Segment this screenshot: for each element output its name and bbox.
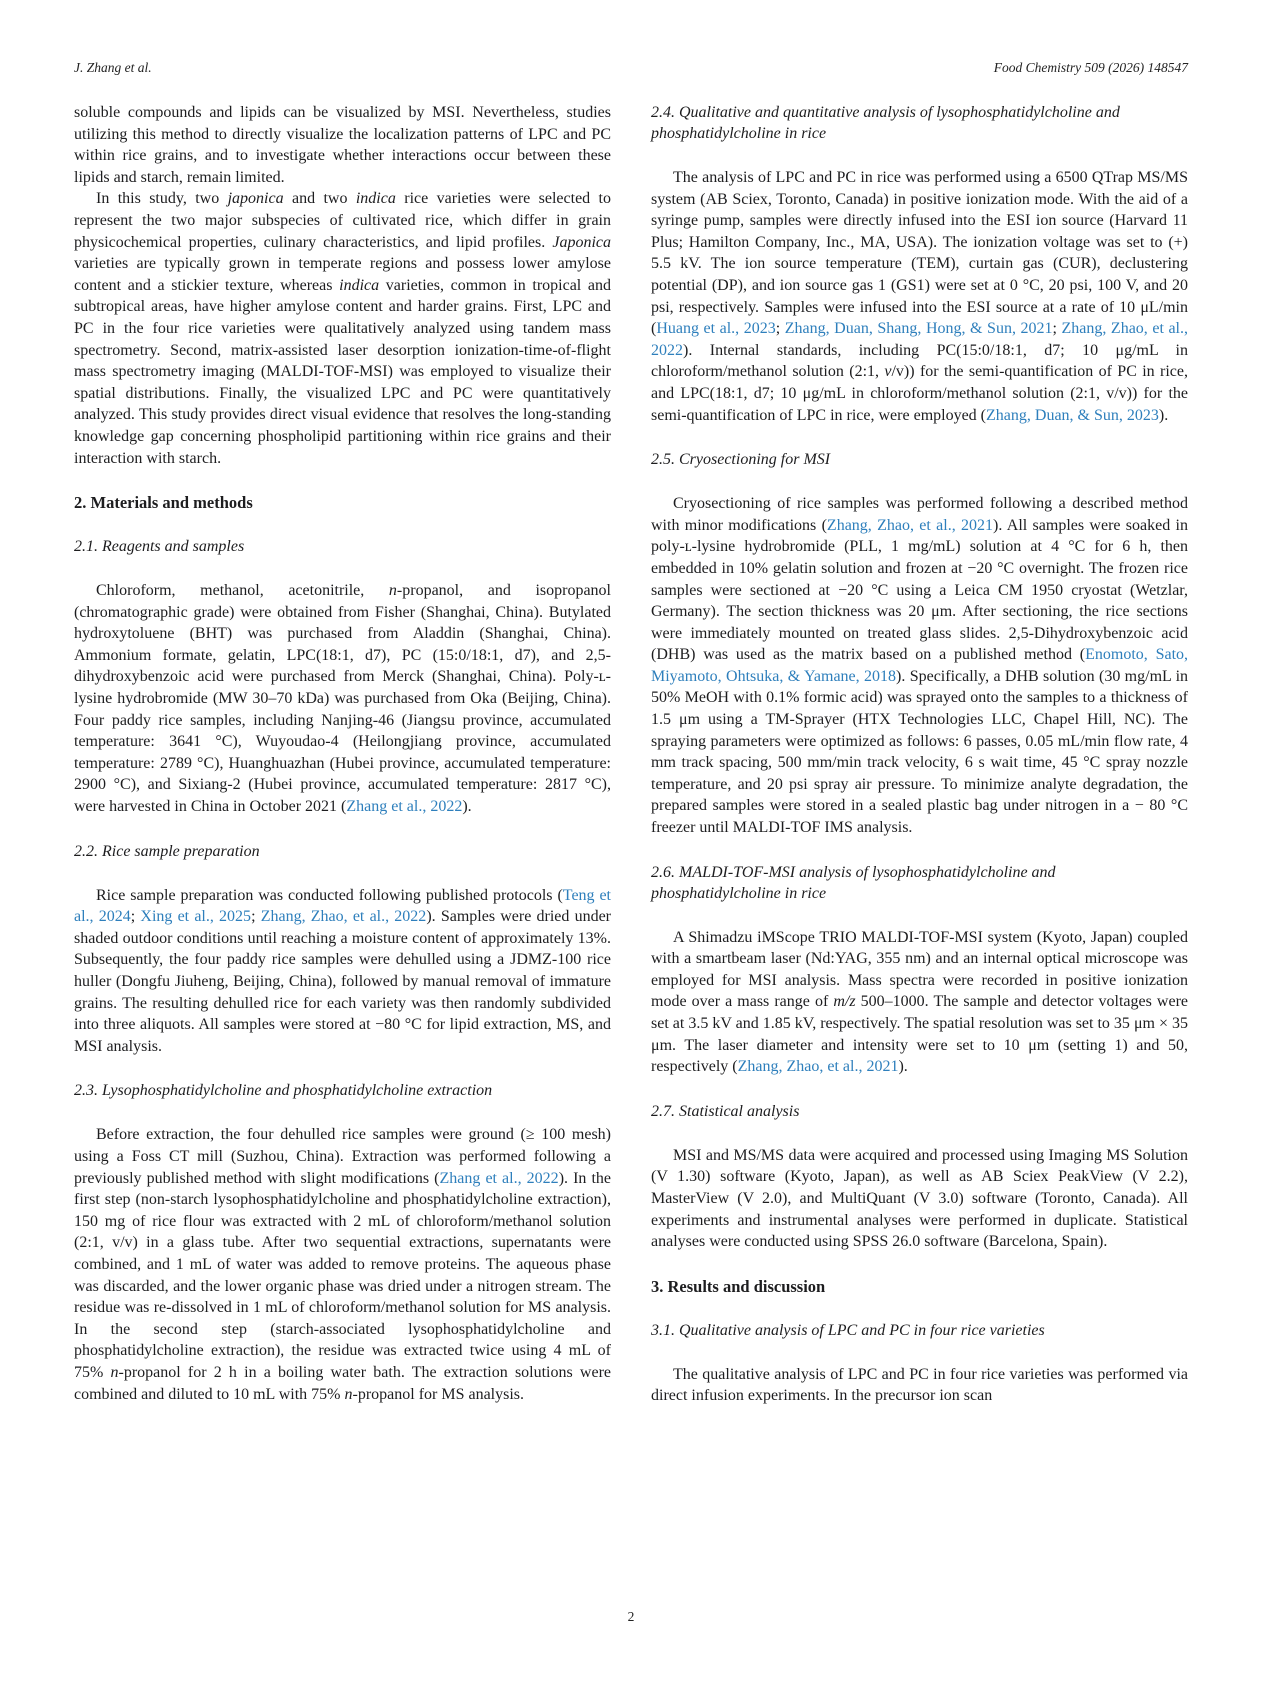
text-run: /v)) for the semi-quantification of PC in rice, and LPC(18:1, d7; 10 μg/mL in chloroform/methanol solution (2:1, v/v)) for the semi-quantification of LPC in rice, were employed ( (651, 363, 1189, 424)
subsection-heading: 3.1. Qualitative analysis of LPC and PC in four rice varieties (651, 1321, 1045, 1339)
text-run: Cryosectioning of rice samples was performed following a described method with minor modifications ( (651, 495, 1188, 534)
paragraph (74, 580, 611, 818)
text-run: 500–1000. The sample and detector voltages were set at 3.5 kV and 1.85 kV, respectively. The spatial resolution was set to 35 μm × 35 μm. The laser diameter and intensity were set to 10 μm (setting 1) and 50, respectively ( (651, 993, 1189, 1076)
text-run: ; (1052, 320, 1062, 338)
text-run: -propanol for MS analysis. (352, 1385, 525, 1403)
italic-text: Japonica (552, 233, 611, 251)
text-run: ; (130, 908, 141, 926)
text-run: Chloroform, methanol, acetonitrile, (96, 582, 389, 600)
text-run: In this study, two (96, 190, 228, 208)
paragraph (651, 927, 1188, 1078)
text-run: ; (251, 908, 261, 926)
citation-link[interactable]: Zhang, Duan, Shang, Hong, & Sun, 2021 (784, 320, 1053, 338)
citation-link[interactable]: Huang et al., 2023 (656, 320, 776, 338)
subsection-heading: 2.1. Reagents and samples (74, 538, 245, 556)
text-run: ). Specifically, a DHB solution (30 mg/mL in 50% MeOH with 0.1% formic acid) was sprayed onto the samples to a thickness of 1.5 μm using a TM-Sprayer (HTX Technologies LLC, Chapel Hill, NC). The spraying parameters were optimized as follows: 6 passes, 0.05 mL/min flow rate, 4 mm track spacing, 500 mm/min track velocity, 6 s wait time, 45 °C spray nozzle temperature, and 20 psi spray air pressure. To minimize analyte degradation, the prepared samples were stored in a sealed plastic bag under nitrogen in a − 80 °C freezer until MALDI-TOF IMS analysis. (651, 667, 1189, 837)
citation-link[interactable]: Zhang, Zhao, et al., 2021 (826, 516, 994, 534)
citation-link[interactable]: Zhang, Zhao, et al., 2022 (260, 908, 427, 926)
italic-text: n (388, 582, 397, 600)
paragraph (651, 1145, 1188, 1253)
paragraph (74, 885, 611, 1058)
text-run: Rice sample preparation was conducted following published protocols ( (96, 886, 563, 904)
text-run: ). (462, 798, 472, 816)
paragraph (74, 188, 611, 469)
text-run: varieties are typically grown in temperate regions and possess lower amylose content and a stickier texture, whereas (74, 255, 611, 294)
text-run: ). Internal standards, including PC(15:0/18:1, d7; 10 μg/mL in chloroform/methanol solution (2:1, (651, 341, 1188, 381)
italic-text: m/z (833, 993, 856, 1011)
italic-text: indica (355, 190, 396, 208)
header-journal-citation: Food Chemistry 509 (2026) 148547 (993, 60, 1188, 75)
subsection-heading: 2.3. Lysophosphatidylcholine and phosphatidylcholine extraction (74, 1082, 493, 1100)
section-heading: 2. Materials and methods (74, 493, 253, 513)
citation-link[interactable]: Zhang et al., 2022 (346, 798, 463, 816)
right-column (651, 102, 1188, 1407)
text-run: A Shimadzu iMScope TRIO MALDI-TOF-MSI system (Kyoto, Japan) coupled with a smartbeam laser (Nd:YAG, 355 nm) and an internal optical microscope was employed for MSI analysis. Mass spectra were recorded in positive ionization mode over a mass range of (651, 928, 1188, 1011)
page-number: 2 (627, 1609, 635, 1624)
citation-link[interactable]: Zhang, Zhao, et al., 2022 (651, 320, 1189, 359)
subsection-heading: 2.2. Rice sample preparation (74, 842, 260, 860)
text-run: ; (775, 320, 785, 338)
paragraph (74, 102, 611, 188)
text-run: varieties, common in tropical and subtropical areas, have higher amylose content and harder grains. First, LPC and PC in the four rice varieties were qualitatively analyzed using tandem mass spectrometry. Second, matrix-assisted laser desorption ionization-time-of-flight mass spectrometry imaging (MALDI-TOF-MSI) was employed to visualize their spatial distributions. Finally, the visualized LPC and PC were quantitatively analyzed. This study provides direct visual evidence that resolves the long-standing knowledge gap concerning phospholipid partitioning within rice grains and their interaction with starch. (74, 276, 611, 467)
text-run: Before extraction, the four dehulled rice samples were ground (≥ 100 mesh) using a Foss CT mill (Suzhou, China). Extraction was performed following a previously published method with slight modifications ( (74, 1126, 611, 1187)
subsection-heading: 2.7. Statistical analysis (651, 1102, 800, 1120)
paragraph (651, 493, 1188, 839)
text-run: The analysis of LPC and PC in rice was performed using a 6500 QTrap MS/MS system (AB Sciex, Toronto, Canada) in positive ionization mode. With the aid of a syringe pump, samples were directly infused into the ESI ion source (Harvard 11 Plus; Hamilton Company, Inc., MA, USA). The ionization voltage was set to (+) 5.5 kV. The ion source temperature (TEM), curtain gas (CUR), declustering potential (DP), and ion source gas 1 (GS1) were set at 0 °C, 20 psi, 100 V, and 20 psi, respectively. Samples were infused into the ESI source at a rate of 10 μL/min ( (651, 169, 1188, 338)
text-run: MSI and MS/MS data were acquired and processed using Imaging MS Solution (V 1.30) software (Kyoto, Japan), as well as AB Sciex PeakView (V 2.2), MasterView (V 2.0), and MultiQuant (V 3.0) software (Toronto, Canada). All experiments and instrumental analyses were performed in duplicate. Statistical analyses were conducted using SPSS 26.0 software (Barcelona, Spain). (651, 1146, 1188, 1251)
citation-link[interactable]: Teng et al., 2024 (74, 886, 612, 926)
citation-link[interactable]: Enomoto, Sato, Miyamoto, Ohtsuka, & Yamane, 2018 (651, 646, 1189, 685)
paragraph (74, 1124, 611, 1405)
subsection-heading: 2.6. MALDI-TOF-MSI analysis of lysophosphatidylcholine and phosphatidylcholine in rice (651, 863, 1056, 902)
text-run: soluble compounds and lipids can be visualized by MSI. Nevertheless, studies utilizing this method to directly visualize the localization patterns of LPC and PC within rice grains, and to investigate whether interactions occur between these lipids and starch, remain limited. (74, 104, 611, 186)
text-run: -propanol for 2 h in a boiling water bath. The extraction solutions were combined and diluted to 10 mL with 75% (74, 1363, 612, 1403)
paragraph (651, 167, 1188, 426)
subsection-heading: 2.4. Qualitative and quantitative analysis of lysophosphatidylcholine and phosphatidylcholine in rice (651, 104, 1120, 142)
text-run: ). All samples were soaked in poly-ʟ-lysine hydrobromide (PLL, 1 mg/mL) solution at 4 °C for 6 h, then embedded in 10% gelatin solution and frozen at −20 °C overnight. The frozen rice samples were sectioned at −20 °C using a Leica CM 1950 cryostat (Wetzlar, Germany). The section thickness was 20 μm. After sectioning, the rice sections were immediately mounted on treated glass slides. 2,5-Dihydroxybenzoic acid (DHB) was used as the matrix based on a published method ( (651, 516, 1188, 664)
paragraph (651, 1364, 1188, 1407)
citation-link[interactable]: Zhang et al., 2022 (439, 1169, 559, 1187)
italic-text: n (110, 1363, 119, 1381)
text-run: rice varieties were selected to represent the two major subspecies of cultivated rice, which differ in grain physicochemical properties, culinary characteristics, and lipid profiles. (74, 190, 611, 251)
text-run: ). Samples were dried under shaded outdoor conditions until reaching a moisture content of approximately 13%. Subsequently, the four paddy rice samples were dehulled using a JDMZ-100 rice huller (Dongfu Jiuheng, Beijing, China), followed by manual removal of immature grains. The resulting dehulled rice for each variety was then randomly subdivided into three aliquots. All samples were stored at −80 °C for lipid extraction, MS, and MSI analysis. (74, 908, 612, 1055)
header-authors: J. Zhang et al. (74, 60, 152, 75)
citation-link[interactable]: Zhang, Duan, & Sun, 2023 (986, 406, 1159, 424)
subsection-heading: 2.5. Cryosectioning for MSI (651, 451, 831, 469)
italic-text: japonica (227, 190, 284, 208)
running-header (74, 60, 1188, 76)
page-footer (0, 1609, 1262, 1625)
two-column-body (74, 102, 1188, 1407)
left-column (74, 102, 611, 1407)
text-run: -propanol, and isopropanol (chromatographic grade) were obtained from Fisher (Shanghai, China). Butylated hydroxytoluene (BHT) was purchased from Aladdin (Shanghai, China). Ammonium formate, gelatin, LPC(18:1, d7), PC (15:0/18:1, d7), and 2,5-dihydroxybenzoic acid were purchased from Merck (Shanghai, China). Poly-ʟ-lysine hydrobromide (MW 30–70 kDa) was purchased from Oka (Beijing, China). Four paddy rice samples, including Nanjing-46 (Jiangsu province, accumulated temperature: 3641 °C), Wuyoudao-4 (Heilongjiang province, accumulated temperature: 2789 °C), Huanghuazhan (Hubei province, accumulated temperature: 2900 °C), and Sixiang-2 (Hubei province, accumulated temperature: 2817 °C), were harvested in China in October 2021 ( (74, 582, 611, 816)
section-heading: 3. Results and discussion (651, 1276, 826, 1296)
text-run: ). (898, 1058, 908, 1076)
citation-link[interactable]: Xing et al., 2025 (140, 908, 252, 926)
citation-link[interactable]: Zhang, Zhao, et al., 2021 (737, 1058, 899, 1076)
text-run: ). In the first step (non-starch lysophosphatidylcholine and phosphatidylcholine extraction), 150 mg of rice flour was extracted with 2 mL of chloroform/methanol solution (2:1, v/v) in a glass tube. After two sequential extractions, supernatants were combined, and 1 mL of water was added to remove proteins. The aqueous phase was discarded, and the lower organic phase was dried under a nitrogen stream. The residue was re-dissolved in 1 mL of chloroform/methanol solution for MS analysis. In the second step (starch-associated lysophosphatidylcholine and phosphatidylcholine extraction), the residue was extracted twice using 4 mL of 75% (74, 1169, 612, 1381)
italic-text: v (884, 363, 892, 381)
italic-text: n (344, 1385, 353, 1403)
text-run: ). (1158, 406, 1169, 424)
italic-text: indica (339, 276, 380, 294)
text-run: and two (283, 190, 356, 208)
text-run: The qualitative analysis of LPC and PC in four rice varieties was performed via direct infusion experiments. In the precursor ion scan (651, 1365, 1188, 1405)
